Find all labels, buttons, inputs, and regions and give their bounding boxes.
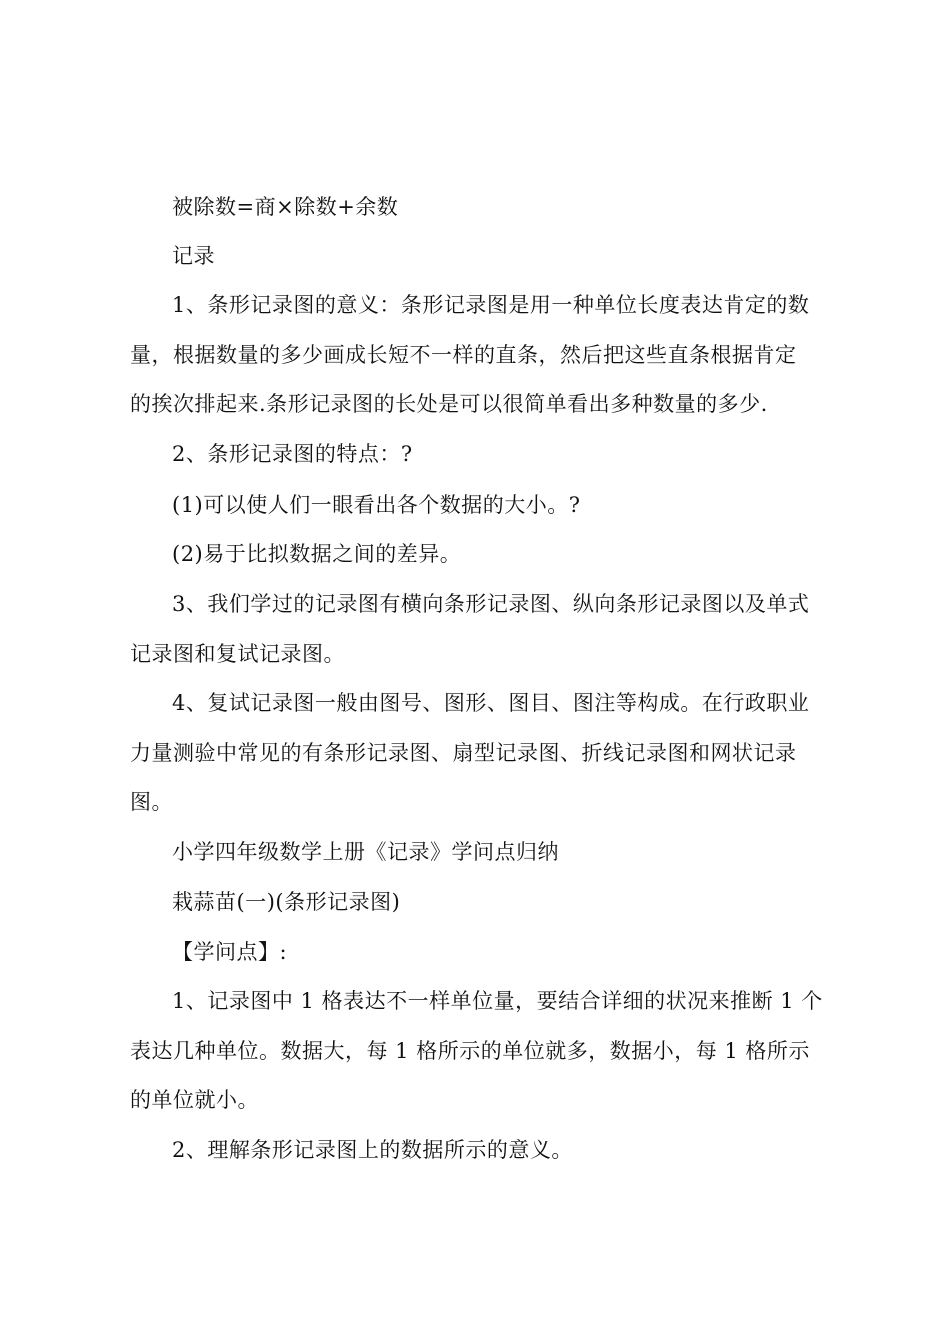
section-title: 小学四年级数学上册《记录》学问点归纳 <box>172 840 559 864</box>
paragraph-line: 2、理解条形记录图上的数据所示的意义。 <box>172 1138 573 1162</box>
paragraph-line: 1、条形记录图的意义：条形记录图是用一种单位长度表达肯定的数 <box>172 293 810 317</box>
paragraph-line: 表达几种单位。数据大，每 1 格所示的单位就多，数据小，每 1 格所示 <box>130 1039 810 1063</box>
paragraph-line: 3、我们学过的记录图有横向条形记录图、纵向条形记录图以及单式 <box>172 592 810 616</box>
paragraph-line: 的单位就小。 <box>130 1088 259 1112</box>
paragraph-line: 量，根据数量的多少画成长短不一样的直条，然后把这些直条根据肯定 <box>130 343 797 367</box>
formula-line: 被除数=商×除数+余数 <box>172 195 399 219</box>
paragraph-line: 记录图和复试记录图。 <box>130 642 345 666</box>
paragraph-line: 图。 <box>130 790 173 814</box>
section-heading: 记录 <box>172 244 215 268</box>
knowledge-heading: 【学问点】: <box>172 940 288 964</box>
subsection-title: 栽蒜苗(一)(条形记录图) <box>172 890 401 914</box>
list-item: (2)易于比拟数据之间的差异。 <box>172 542 462 566</box>
paragraph-line: 4、复试记录图一般由图号、图形、图目、图注等构成。在行政职业 <box>172 691 810 715</box>
paragraph-line: 1、记录图中 1 格表达不一样单位量，要结合详细的状况来推断 1 个 <box>172 989 823 1013</box>
paragraph-line: 2、条形记录图的特点：? <box>172 442 413 466</box>
list-item: (1)可以使人们一眼看出各个数据的大小。? <box>172 493 581 517</box>
paragraph-line: 的挨次排起来.条形记录图的长处是可以很简单看出多种数量的多少. <box>130 392 768 416</box>
paragraph-line: 力量测验中常见的有条形记录图、扇型记录图、折线记录图和网状记录 <box>130 741 797 765</box>
